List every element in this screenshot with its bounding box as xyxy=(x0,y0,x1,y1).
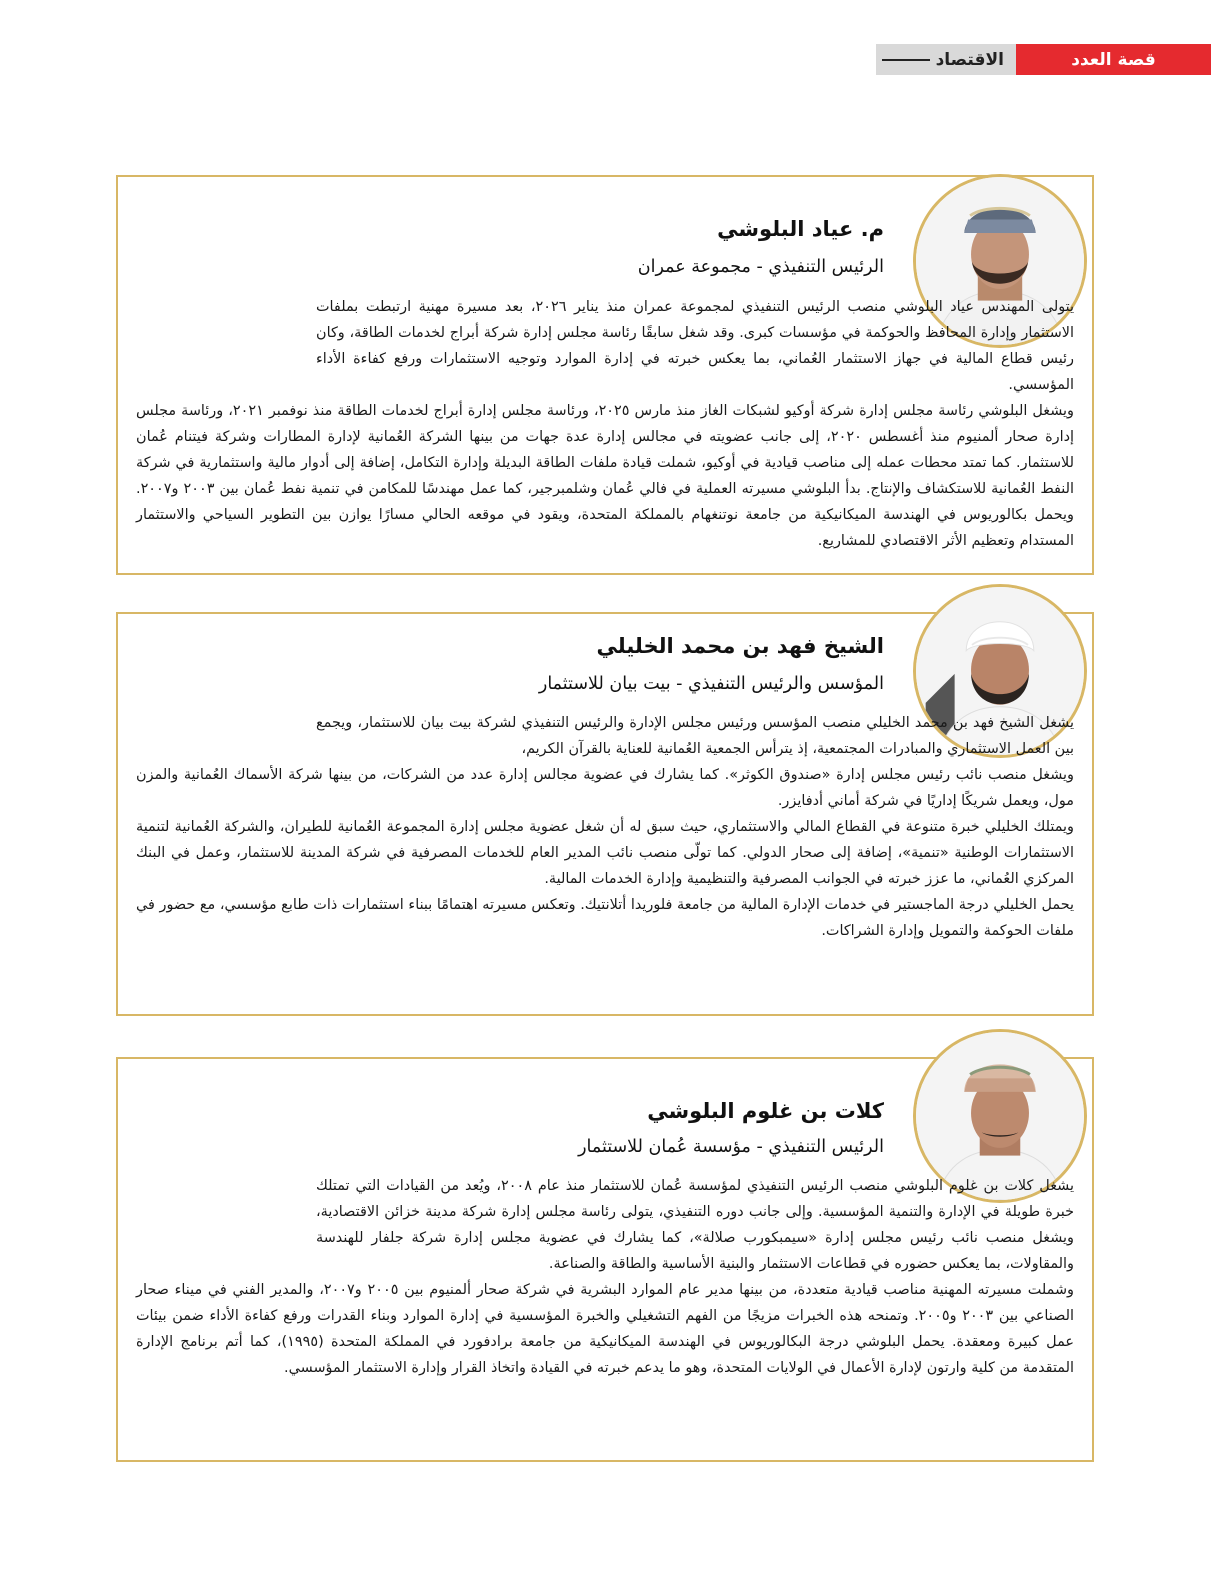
profile-bio-3 xyxy=(136,1173,1074,1381)
bio-2-paragraph-4: يحمل الخليلي درجة الماجستير في خدمات الإدارة المالية من جامعة فلوريدا أتلانتيك. وتعكس مسيرته اهتمامًا ببناء استثمارات ذات طابع مؤسسي، مع حضور في ملفات الحوكمة والتمويل وإدارة الشراكات. xyxy=(136,897,1074,939)
profile-name-2: الشيخ فهد بن محمد الخليلي xyxy=(596,634,884,658)
bio-2-paragraph-1: يشغل الشيخ فهد بن محمد الخليلي منصب المؤسس ورئيس مجلس الإدارة والرئيس التنفيذي لشركة بيت بيان للاستثمار، ويجمع بين العمل الاستثماري والمبادرات المجتمعية، إذ يترأس الجمعية العُمانية للعناية بالقرآن الكريم، xyxy=(316,715,1074,757)
profile-name-1: م. عياد البلوشي xyxy=(717,217,884,241)
bio-2-paragraph-2: ويشغل منصب نائب رئيس مجلس إدارة «صندوق الكوثر». كما يشارك في عضوية مجالس إدارة عدد من الشركات، من بينها شركة الأسماك العُمانية والمزن مول، ويعمل شريكًا إداريًا في شركة أماني أدفايزر. xyxy=(136,767,1074,809)
bio-3-paragraph-1: يشغل كلات بن غلوم البلوشي منصب الرئيس التنفيذي لمؤسسة عُمان للاستثمار منذ عام ٢٠٠٨، ويُعد من القيادات التي تمتلك خبرة طويلة في الإدارة والتنمية المؤسسية. وإلى جانب دوره التنفيذي، يتولى رئاسة مجلس إدارة شركة مدينة خزائن الاقتصادية، ويشغل منصب نائب رئيس مجلس إدارة «سيمبكورب صلالة»، كما يشارك في عضوية مجلس إدارة شركة جلفار للهندسة والمقاولات، بما يعكس حضوره في قطاعات الاستثمار والبنية الأساسية والطاقة والصناعة. xyxy=(316,1178,1074,1272)
profile-role-3: الرئيس التنفيذي - مؤسسة عُمان للاستثمار xyxy=(578,1137,884,1157)
bio-1-paragraph-1: يتولى المهندس عياد البلوشي منصب الرئيس التنفيذي لمجموعة عمران منذ يناير ٢٠٢٦، بعد مسيرة مهنية ارتبطت بملفات الاستثمار وإدارة المحافظ والحوكمة في مؤسسات كبرى. وقد شغل سابقًا رئاسة مجلس إدارة شركة أبراج لخدمات الطاقة، وكان رئيس قطاع المالية في جهاز الاستثمار العُماني، بما يعكس خبرته في إدارة الموارد وتوجيه الاستثمارات ورفع كفاءة الأداء المؤسسي. xyxy=(316,299,1074,393)
profile-card-3 xyxy=(116,1057,1094,1462)
page-header xyxy=(876,44,1211,75)
section-label: قصة العدد xyxy=(1071,49,1156,70)
magazine-name: الاقتصاد xyxy=(935,49,1004,70)
profile-card-2 xyxy=(116,612,1094,1016)
bio-1-paragraph-2: ويشغل البلوشي رئاسة مجلس إدارة شركة أوكيو لشبكات الغاز منذ مارس ٢٠٢٥، ورئاسة مجلس إدارة أبراج لخدمات الطاقة منذ نوفمبر ٢٠٢١، ورئاسة مجلس إدارة صحار ألمنيوم منذ أغسطس ٢٠٢٠، إلى جانب عضويته في مجالس إدارة عدة جهات من بينها الشركة العُمانية لإدارة المطارات وشركة فيتنام عُمان للاستثمار. كما تمتد محطات عمله إلى مناصب قيادية في أوكيو، شملت قيادة ملفات الطاقة البديلة وإدارة التكامل، إضافة إلى أدوار مالية واستثمارية في شركة النفط العُمانية للاستكشاف والإنتاج. بدأ البلوشي مسيرته العملية في فالي عُمان وشلمبرجير، كما عمل مهندسًا للمكامن في تنمية نفط عُمان بين ٢٠٠٣ و٢٠٠٧. ويحمل بكالوريوس في الهندسة الميكانيكية من جامعة نوتنغهام بالمملكة المتحدة، ويقود في موقعه الحالي مسارًا يوازن بين التطوير السياحي والاستثمار المستدام وتعظيم الأثر الاقتصادي للمشاريع. xyxy=(136,403,1074,549)
profile-role-2: المؤسس والرئيس التنفيذي - بيت بيان للاستثمار xyxy=(538,674,884,694)
profile-name-3: كلات بن غلوم البلوشي xyxy=(647,1099,884,1123)
magazine-logo xyxy=(876,44,1016,75)
bio-2-paragraph-3: ويمتلك الخليلي خبرة متنوعة في القطاع المالي والاستثماري، حيث سبق له أن شغل عضوية مجلس إدارة المجموعة العُمانية للطيران، والشركة العُمانية لتنمية الاستثمارات الوطنية «تنمية»، إضافة إلى صحار الدولي. كما تولّى منصب نائب المدير العام للخدمات المصرفية في شركة المدينة للاستثمار، وعمل في البنك المركزي العُماني، ما عزز خبرته في الجوانب المصرفية والتنظيمية وإدارة الخدمات المالية. xyxy=(136,819,1074,887)
logo-underline xyxy=(882,59,930,61)
profile-bio-2 xyxy=(136,710,1074,944)
section-tab xyxy=(1016,44,1211,75)
bio-3-paragraph-2: وشملت مسيرته المهنية مناصب قيادية متعددة، من بينها مدير عام الموارد البشرية في شركة صحار ألمنيوم بين ٢٠٠٥ و٢٠٠٧، والمدير الفني في ميناء صحار الصناعي بين ٢٠٠٣ و٢٠٠٥. وتمنحه هذه الخبرات مزيجًا من الفهم التشغيلي والخبرة المؤسسية في إدارة الموارد وبناء القدرات ورفع كفاءة الأداء ضمن بيئات عمل كبيرة ومعقدة. يحمل البلوشي درجة البكالوريوس في الهندسة الميكانيكية من جامعة برادفورد في المملكة المتحدة (١٩٩٥)، كما أتم برنامج الإدارة المتقدمة من كلية وارتون لإدارة الأعمال في الولايات المتحدة، وهو ما يدعم خبرته في القيادة واتخاذ القرار وإدارة الاستثمار المؤسسي. xyxy=(136,1282,1074,1376)
profile-role-1: الرئيس التنفيذي - مجموعة عمران xyxy=(637,257,884,277)
profile-bio-1 xyxy=(136,294,1074,554)
profile-card-1 xyxy=(116,175,1094,575)
